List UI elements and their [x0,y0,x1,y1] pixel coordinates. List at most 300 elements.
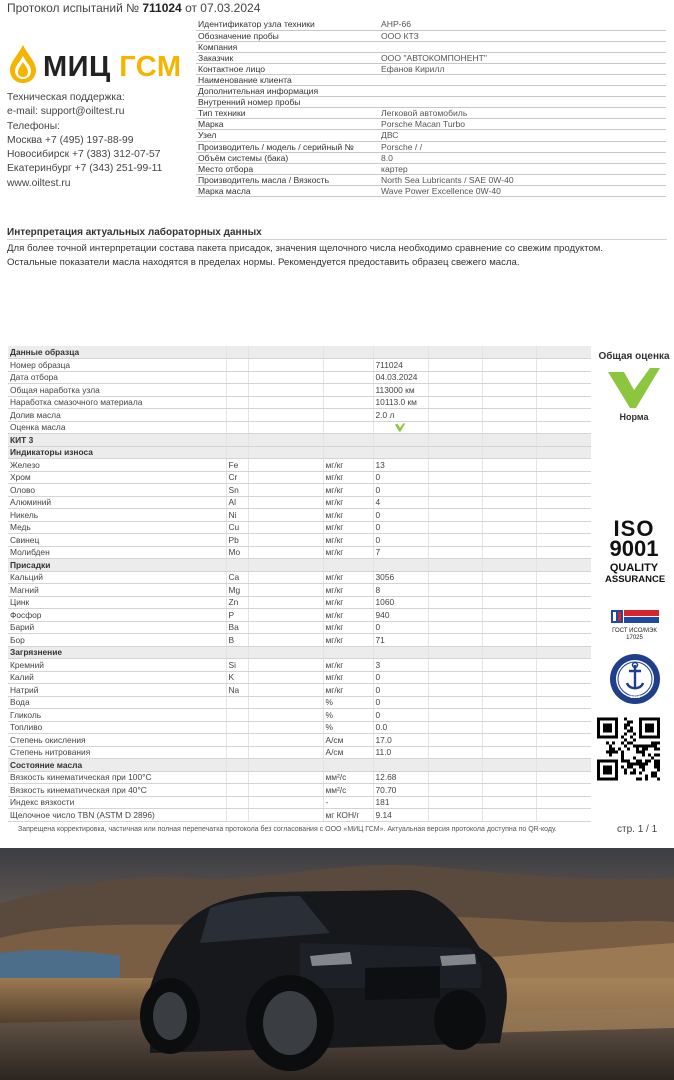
table-row [8,784,591,797]
row-name: Кремний [8,659,226,672]
table-row [8,396,591,409]
empty-cell [428,796,482,809]
empty-cell [536,446,591,459]
info-value: ООО "АВТОКОМПОНЕНТ" [379,52,666,63]
row-name: Барий [8,621,226,634]
row-symbol: Ca [226,571,248,584]
empty-cell [428,734,482,747]
empty-cell [248,484,323,497]
empty-cell [482,596,536,609]
info-row [196,185,666,196]
empty-cell [536,734,591,747]
table-row [8,621,591,634]
table-row [8,634,591,647]
table-row [8,746,591,759]
empty-cell [248,571,323,584]
empty-cell [226,559,248,572]
empty-cell [248,684,323,697]
row-name: Оценка масла [8,421,226,434]
row-unit: мг/кг [323,521,373,534]
iso-9001-badge: ISO 9001 QUALITY ASSURANCE [605,516,666,585]
empty-cell [428,459,482,472]
row-value: 940 [373,609,428,622]
overall-rating [596,351,672,422]
empty-cell [248,346,323,359]
row-value: 0 [373,509,428,522]
row-value: 70.70 [373,784,428,797]
empty-cell [482,496,536,509]
empty-cell [323,446,373,459]
row-value: 3 [373,659,428,672]
empty-cell [482,809,536,822]
empty-cell [482,746,536,759]
info-label: Внутренний номер пробы [196,97,379,108]
row-unit: % [323,696,373,709]
empty-cell [536,634,591,647]
membership-seal-icon [609,653,661,705]
empty-cell [428,471,482,484]
support-heading: Техническая поддержка: [7,92,125,103]
section-header [8,446,591,459]
row-name: Общая наработка узла [8,384,226,397]
empty-cell [248,721,323,734]
svg-text:1913: 1913 [629,694,641,699]
empty-cell [248,646,323,659]
row-symbol: Sn [226,484,248,497]
phones-heading: Телефоны: [7,120,60,132]
qr-code[interactable] [597,716,660,782]
info-value: Wave Power Excellence 0W-40 [379,185,666,196]
info-row [196,119,666,130]
website-link[interactable]: www.oiltest.ru [7,177,71,189]
row-value: 0 [373,521,428,534]
table-row [8,521,591,534]
row-value: 13 [373,459,428,472]
empty-cell [226,409,248,422]
info-value: 8.0 [379,152,666,163]
empty-cell [428,659,482,672]
empty-cell [482,546,536,559]
empty-cell [482,784,536,797]
info-value: North Sea Lubricants / SAE 0W-40 [379,174,666,185]
kit-header [8,434,591,447]
car-photo [0,848,674,1080]
empty-cell [482,434,536,447]
empty-cell [482,509,536,522]
row-value: 113000 км [373,384,428,397]
empty-cell [323,559,373,572]
table-row [8,371,591,384]
empty-cell [482,521,536,534]
empty-cell [248,496,323,509]
empty-cell [536,396,591,409]
row-name: Алюминий [8,496,226,509]
interpretation-line-1: Для более точной интерпретации состава пакета присадок, значения щелочного числа необходимо сравнение со свежим продуктом. [7,243,604,254]
empty-cell [536,371,591,384]
table-row [8,584,591,597]
empty-cell [482,609,536,622]
row-symbol: Al [226,496,248,509]
info-label: Обозначение пробы [196,30,379,41]
row-value: 0 [373,684,428,697]
row-name: Топливо [8,721,226,734]
row-value: 12.68 [373,771,428,784]
empty-cell [248,809,323,822]
row-unit: мг/кг [323,496,373,509]
support-contacts [7,91,162,191]
phone-ekaterinburg[interactable]: Екатеринбург +7 (343) 251-99-11 [7,163,163,175]
empty-cell [373,446,428,459]
empty-cell [482,734,536,747]
empty-cell [536,721,591,734]
empty-cell [536,646,591,659]
table-row [8,384,591,397]
row-name: Фосфор [8,609,226,622]
table-row [8,509,591,522]
row-name: Кальций [8,571,226,584]
row-value: 10113.0 км [373,396,428,409]
row-value: 0 [373,471,428,484]
row-unit: мм²/с [323,784,373,797]
table-row [8,546,591,559]
row-value: 181 [373,796,428,809]
info-value: картер [379,163,666,174]
empty-cell [428,359,482,372]
empty-cell [482,371,536,384]
empty-cell [248,521,323,534]
empty-cell [248,421,323,434]
info-label: Марка [196,119,379,130]
info-value [379,41,666,52]
empty-cell [248,509,323,522]
empty-cell [428,346,482,359]
info-label: Производитель / модель / серийный № [196,141,379,152]
empty-cell [248,621,323,634]
table-row [8,596,591,609]
empty-cell [323,396,373,409]
empty-cell [536,759,591,772]
row-name: Бор [8,634,226,647]
row-name: Магний [8,584,226,597]
empty-cell [428,809,482,822]
row-name: Калий [8,671,226,684]
info-label: Производитель масла / Вязкость [196,174,379,185]
empty-cell [536,659,591,672]
row-symbol: Si [226,659,248,672]
row-unit: мг/кг [323,471,373,484]
info-label: Объём системы (бака) [196,152,379,163]
info-label: Компания [196,41,379,52]
empty-cell [248,359,323,372]
interpretation-line-2: Остальные показатели масла находятся в пределах нормы. Рекомендуется предоставить образец свежего масла. [7,256,520,268]
row-symbol [226,796,248,809]
table-row [8,709,591,722]
empty-cell [226,359,248,372]
empty-cell [482,684,536,697]
table-row [8,721,591,734]
info-row [196,152,666,163]
info-label: Тип техники [196,108,379,119]
empty-cell [482,634,536,647]
page-number: стр. 1 / 1 [617,824,658,835]
section-title: Загрязнение [8,646,226,659]
empty-cell [226,434,248,447]
empty-cell [536,496,591,509]
row-unit: мг/кг [323,546,373,559]
empty-cell [482,484,536,497]
logo-text: МИЦ ГСМ [43,51,182,83]
row-value: 711024 [373,359,428,372]
row-name: Вода [8,696,226,709]
empty-cell [428,621,482,634]
empty-cell [536,471,591,484]
empty-cell [428,559,482,572]
empty-cell [323,346,373,359]
accreditation-logo [611,610,659,623]
empty-cell [482,559,536,572]
lab-results-table [8,346,591,822]
row-symbol: Zn [226,596,248,609]
empty-cell [536,546,591,559]
kit-title: КИТ 3 [8,434,226,447]
empty-cell [248,534,323,547]
info-value: АНР-66 [379,19,666,30]
info-row [196,86,666,97]
info-value: ООО КТЗ [379,30,666,41]
row-value: 0.0 [373,721,428,734]
row-value: 11.0 [373,746,428,759]
row-symbol [226,784,248,797]
empty-cell [248,771,323,784]
empty-cell [482,659,536,672]
info-row [196,30,666,41]
row-symbol [226,809,248,822]
empty-cell [323,421,373,434]
protocol-title-prefix: Протокол испытаний № [7,1,139,15]
row-value: 04.03.2024 [373,371,428,384]
section-title: Данные образца [8,346,226,359]
info-row [196,63,666,74]
row-value: 0 [373,709,428,722]
row-symbol [226,746,248,759]
empty-cell [428,684,482,697]
empty-cell [428,409,482,422]
row-name: Гликоль [8,709,226,722]
row-unit: А/см [323,734,373,747]
empty-cell [323,434,373,447]
empty-cell [536,559,591,572]
empty-cell [482,696,536,709]
row-unit: мг КОН/г [323,809,373,822]
empty-cell [482,384,536,397]
overall-rating-label: Общая оценка [598,351,670,362]
empty-cell [373,559,428,572]
empty-cell [248,659,323,672]
empty-cell [536,346,591,359]
table-row [8,571,591,584]
row-symbol: Ba [226,621,248,634]
row-name: Хром [8,471,226,484]
info-row [196,141,666,152]
empty-cell [482,646,536,659]
info-row [196,108,666,119]
info-row [196,74,666,85]
empty-cell [248,396,323,409]
empty-cell [536,584,591,597]
row-unit: мг/кг [323,534,373,547]
empty-cell [482,421,536,434]
row-name: Никель [8,509,226,522]
row-name: Медь [8,521,226,534]
row-name: Дата отбора [8,371,226,384]
table-row [8,734,591,747]
empty-cell [226,384,248,397]
overall-rating-status: Норма [619,412,649,422]
info-row [196,52,666,63]
empty-cell [428,571,482,584]
empty-cell [373,346,428,359]
empty-cell [226,346,248,359]
empty-cell [428,496,482,509]
phone-moscow[interactable]: Москва +7 (495) 197-88-99 [7,134,134,146]
row-value: 0 [373,534,428,547]
info-row [196,97,666,108]
empty-cell [482,759,536,772]
empty-cell [373,434,428,447]
info-value: Porsche / / [379,141,666,152]
row-unit: мг/кг [323,671,373,684]
section-title: Индикаторы износа [8,446,226,459]
empty-cell [428,709,482,722]
empty-cell [226,421,248,434]
row-unit: мг/кг [323,509,373,522]
info-row [196,174,666,185]
row-name: Молибден [8,546,226,559]
row-symbol: Cu [226,521,248,534]
empty-cell [536,671,591,684]
row-symbol [226,721,248,734]
row-name: Степень окисления [8,734,226,747]
empty-cell [536,771,591,784]
row-symbol: Cr [226,471,248,484]
table-row [8,459,591,472]
empty-cell [428,746,482,759]
empty-cell [248,709,323,722]
table-row [8,421,591,434]
table-row [8,671,591,684]
row-unit: % [323,721,373,734]
empty-cell [226,646,248,659]
row-symbol: Fe [226,459,248,472]
table-row [8,796,591,809]
info-value: Porsche Macan Turbo [379,119,666,130]
empty-cell [323,371,373,384]
row-unit: мг/кг [323,659,373,672]
row-value: 0 [373,671,428,684]
table-row [8,409,591,422]
info-label: Дополнительная информация [196,86,379,97]
row-unit: мг/кг [323,634,373,647]
empty-cell [482,796,536,809]
empty-cell [428,434,482,447]
empty-cell [536,409,591,422]
section-header [8,646,591,659]
empty-cell [536,359,591,372]
empty-cell [536,684,591,697]
empty-cell [248,471,323,484]
empty-cell [248,759,323,772]
row-name: Степень нитрования [8,746,226,759]
oil-rating-check-icon [373,421,428,434]
empty-cell [428,546,482,559]
empty-cell [248,434,323,447]
row-name: Вязкость кинематическая при 100°C [8,771,226,784]
empty-cell [428,584,482,597]
empty-cell [536,459,591,472]
row-name: Долив масла [8,409,226,422]
empty-cell [536,571,591,584]
empty-cell [482,471,536,484]
row-unit: мг/кг [323,459,373,472]
section-title: Присадки [8,559,226,572]
info-row [196,130,666,141]
support-email[interactable]: e-mail: support@oiltest.ru [7,106,125,118]
empty-cell [428,534,482,547]
empty-cell [323,359,373,372]
table-row [8,534,591,547]
empty-cell [428,596,482,609]
phone-novosibirsk[interactable]: Новосибирск +7 (383) 312-07-57 [7,149,161,161]
row-unit: мг/кг [323,684,373,697]
row-unit: мг/кг [323,621,373,634]
empty-cell [248,596,323,609]
empty-cell [248,671,323,684]
empty-cell [482,709,536,722]
empty-cell [482,771,536,784]
row-value: 71 [373,634,428,647]
row-value: 0 [373,621,428,634]
empty-cell [226,396,248,409]
row-symbol [226,734,248,747]
empty-cell [536,784,591,797]
section-header [8,759,591,772]
row-symbol: B [226,634,248,647]
empty-cell [428,721,482,734]
empty-cell [536,421,591,434]
row-unit: мг/кг [323,609,373,622]
row-symbol: Ni [226,509,248,522]
empty-cell [248,371,323,384]
empty-cell [428,521,482,534]
row-unit: мг/кг [323,584,373,597]
table-row [8,484,591,497]
oil-drop-icon [8,44,38,84]
empty-cell [248,746,323,759]
empty-cell [226,759,248,772]
row-name: Олово [8,484,226,497]
row-unit: А/см [323,746,373,759]
empty-cell [248,796,323,809]
empty-cell [536,596,591,609]
row-symbol: Mo [226,546,248,559]
row-value: 1060 [373,596,428,609]
info-label: Узел [196,130,379,141]
row-value: 2.0 л [373,409,428,422]
table-row [8,496,591,509]
row-symbol: P [226,609,248,622]
row-unit: мг/кг [323,571,373,584]
empty-cell [428,634,482,647]
